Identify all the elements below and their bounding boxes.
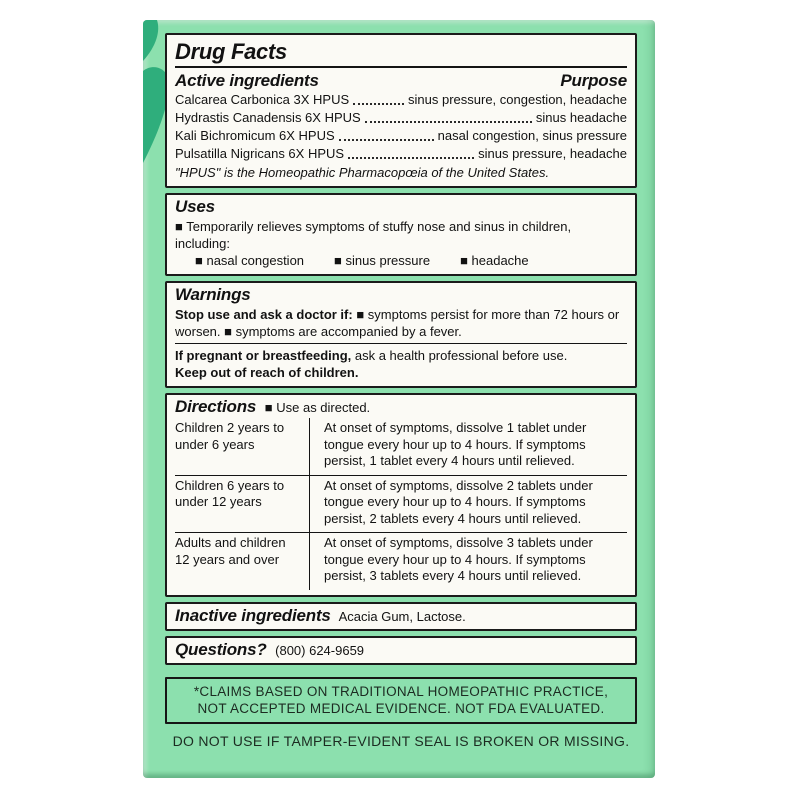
ingredient-row	[175, 145, 627, 163]
uses-item: ■ nasal congestion	[195, 253, 305, 268]
ingredient-row	[175, 109, 627, 127]
questions-panel	[165, 636, 637, 665]
age-group: Children 2 years to under 6 years	[175, 420, 285, 452]
directions-header	[175, 398, 627, 416]
drug-facts-label	[143, 20, 655, 750]
uses-intro: ■ Temporarily relieves symptoms of stuffy nose and sinus in children, including:	[175, 219, 572, 251]
dosage-instructions: At onset of symptoms, dissolve 1 tablet under tongue every hour up to 4 hours. If symptoms persist, 1 tablet every 4 hours until relieved.	[309, 418, 627, 475]
questions-heading: Questions?	[175, 639, 267, 659]
questions-phone: (800) 624-9659	[275, 642, 365, 658]
keep-out-text: Keep out of reach of children.	[175, 365, 359, 380]
ingredient-name: Hydrastis Canadensis 6X HPUS	[175, 110, 361, 125]
active-ingredients-panel	[165, 33, 637, 188]
directions-row	[175, 532, 627, 590]
tamper-warning: DO NOT USE IF TAMPER-EVIDENT SEAL IS BROKEN OR MISSING.	[172, 732, 630, 749]
claims-line-1: *CLAIMS BASED ON TRADITIONAL HOMEOPATHIC PRACTICE,	[193, 683, 609, 699]
ingredient-purpose: nasal congestion, sinus pressure	[437, 128, 627, 143]
inactive-ingredients-text: Acacia Gum, Lactose.	[338, 608, 466, 624]
pregnant-text	[175, 347, 627, 364]
stop-use-text	[175, 306, 627, 340]
directions-row	[175, 418, 627, 475]
ingredient-purpose: sinus pressure, congestion, headache	[408, 92, 627, 107]
package-back-panel	[143, 20, 655, 778]
leader-dots	[353, 103, 404, 105]
warnings-panel	[165, 281, 637, 388]
active-ingredients-header	[175, 71, 627, 90]
uses-item-list	[175, 252, 627, 269]
use-as-directed-note: ■ Use as directed.	[264, 400, 371, 415]
claims-disclaimer	[165, 677, 637, 724]
active-ingredients-heading: Active ingredients	[175, 71, 319, 90]
uses-heading: Uses	[175, 197, 215, 216]
leader-dots	[348, 157, 474, 159]
ingredient-row	[175, 127, 627, 145]
stop-use-bold: Stop use and ask a doctor if:	[175, 307, 353, 322]
stop-use-rest: ■ symptoms persist for more than 72 hours or worsen. ■ symptoms are accompanied by a fever.	[175, 307, 620, 339]
drug-facts-title: Drug Facts	[175, 39, 287, 64]
age-group: Adults and children 12 years and over	[175, 535, 286, 567]
ingredient-row	[175, 91, 627, 109]
inactive-ingredients-heading: Inactive ingredients	[175, 605, 331, 625]
pregnant-rest: ask a health professional before use.	[351, 348, 568, 363]
dosage-instructions: At onset of symptoms, dissolve 3 tablets under tongue every hour up to 4 hours. If symptoms persist, 3 tablets every 4 hours until relieved.	[309, 533, 627, 590]
ingredient-purpose: sinus headache	[535, 110, 627, 125]
hpus-footnote: "HPUS" is the Homeopathic Pharmacopœia of the United States.	[175, 165, 550, 180]
divider	[175, 66, 627, 68]
ingredient-name: Pulsatilla Nigricans 6X HPUS	[175, 146, 345, 161]
pregnant-bold: If pregnant or breastfeeding,	[175, 348, 352, 363]
directions-panel	[165, 393, 637, 597]
leader-dots	[339, 139, 434, 141]
ingredient-purpose: sinus pressure, headache	[478, 146, 627, 161]
directions-row	[175, 475, 627, 533]
purpose-heading: Purpose	[560, 71, 627, 90]
leader-dots	[365, 121, 532, 123]
ingredient-name: Kali Bichromicum 6X HPUS	[175, 128, 335, 143]
inactive-ingredients-panel	[165, 602, 637, 631]
age-group: Children 6 years to under 12 years	[175, 477, 285, 509]
claims-line-2: NOT ACCEPTED MEDICAL EVIDENCE. NOT FDA EVALUATED.	[197, 700, 605, 716]
dosage-instructions: At onset of symptoms, dissolve 2 tablets under tongue every hour up to 4 hours. If symptoms persist, 2 tablets every 4 hours until relieved.	[309, 476, 627, 533]
uses-panel	[165, 193, 637, 276]
uses-item: ■ sinus pressure	[334, 253, 431, 268]
divider	[175, 343, 627, 344]
warnings-heading: Warnings	[175, 285, 251, 304]
uses-item: ■ headache	[460, 253, 529, 268]
directions-heading: Directions	[175, 397, 257, 416]
ingredient-name: Calcarea Carbonica 3X HPUS	[175, 92, 350, 107]
